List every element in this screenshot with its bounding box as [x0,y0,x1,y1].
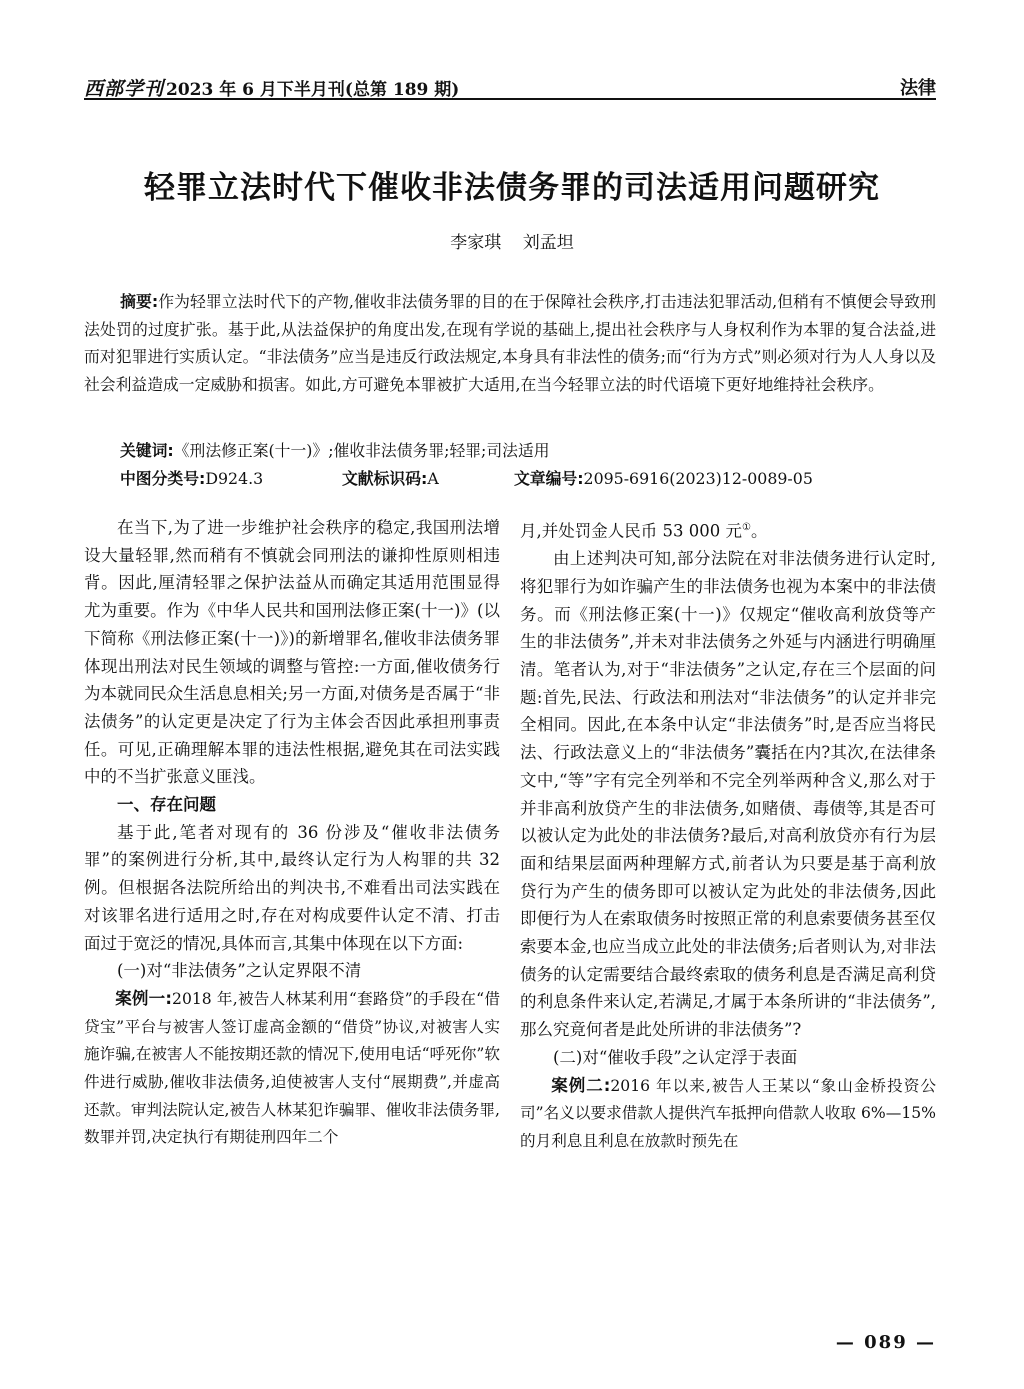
journal-issue: 2023 年 6 月下半月刊(总第 189 期) [166,80,460,100]
case-one-label: 案例一: [115,988,173,1008]
case-two-text: 2016 年以来,被告人王某以“象山金桥投资公司”名义以要求借款人提供汽车抵押向借款人收取 6%—15%的月利息且利息在放款时预先在 [520,1076,936,1150]
case-two [520,1072,936,1156]
section-name: 法律 [900,78,936,99]
body-paragraph: 在当下,为了进一步维护社会秩序的稳定,我国刑法增设大量轻罪,然而稍有不慎就会同刑法的谦抑性原则相违背。因此,厘清轻罪之保护法益从而确定其适用范围显得尤为重要。作为《中华人民共和国刑法修正案(十一)》(以下简称《刑法修正案(十一)》)的新增罪名,催收非法债务罪体现出刑法对民生领域的调整与管控:一方面,催收债务行为本就同民众生活息息相关;另一方面,对债务是否属于“非法债务”的认定更是决定了行为主体会否因此承担刑事责任。可见,正确理解本罪的违法性根据,避免其在司法实践中的不当扩张意义匪浅。 [84,518,500,787]
article-number: 文章编号:2095-6916(2023)12-0089-05 [514,469,813,488]
clc-code: 中图分类号:D924.3 [120,469,264,488]
subsection-heading: (二)对“催收手段”之认定浮于表面 [553,1047,798,1067]
keywords-text: 《刑法修正案(十一)》;催收非法债务罪;轻罪;司法适用 [173,441,550,460]
running-header [84,72,936,100]
case-one-continued: 月,并处罚金人民币 53 000 元①。 [520,521,768,541]
body-paragraph: 由上述判决可知,部分法院在对非法债务进行认定时,将犯罪行为如诈骗产生的非法债务也视为本案中的非法债务。而《刑法修正案(十一)》仅规定“催收高利放贷等产生的非法债务”,并未对非法债务之外延与内涵进行明确厘清。笔者认为,对于“非法债务”之认定,存在三个层面的问题:首先,民法、行政法和刑法对“非法债务”的认定并非完全相同。因此,在本条中认定“非法债务”时,是否应当将民法、行政法意义上的“非法债务”囊括在内?其次,在法律条文中,“等”字有完全列举和不完全列举两种含义,那么对于并非高利放贷产生的非法债务,如赌债、毒债等,其是否可以被认定为此处的非法债务?最后,对高利放贷亦有行为层面和结果层面两种理解方式,前者认为只要是基于高利放贷行为产生的债务即可以被认定为此处的非法债务,因此即便行为人在索取债务时按照正常的利息索要债务甚至仅索要本金,也应当成立此处的非法债务;后者则认为,对非法债务的认定需要结合最终索取的债务利息是否满足高利贷的利息条件来认定,若满足,才属于本条所讲的“非法债务”,那么究竟何者是此处所讲的非法债务”? [520,549,936,1040]
abstract-label: 摘要: [120,292,159,311]
left-column [84,514,500,1152]
body-paragraph: 基于此,笔者对现有的 36 份涉及“催收非法债务罪”的案例进行分析,其中,最终认定行为人构罪的共 32 例。但根据各法院所给出的判决书,不难看出司法实践在对该罪名进行适用之时,存在对构成要件认定不清、打击面过于宽泛的情况,具体而言,其集中体现在以下方面: [84,822,500,953]
page-number: — 089 — [835,1332,936,1353]
section-heading: 一、存在问题 [117,795,216,815]
document-code: 文献标识码:A [342,469,439,488]
article-authors: 李家琪 刘孟坦 [450,233,574,253]
subsection-heading: (一)对“非法债务”之认定界限不清 [117,961,362,981]
article-title: 轻罪立法时代下催收非法债务罪的司法适用问题研究 [144,170,880,206]
case-one [84,985,500,1152]
header-rule [84,98,936,100]
abstract-text: 作为轻罪立法时代下的产物,催收非法债务罪的目的在于保障社会秩序,打击违法犯罪活动,但稍有不慎便会导致刑法处罚的过度扩张。基于此,从法益保护的角度出发,在现有学说的基础上,提出社会秩序与人身权利作为本罪的复合法益,进而对犯罪进行实质认定。“非法债务”应当是违反行政法规定,本身具有非法性的债务;而“行为方式”则必须对行为人人身以及社会利益造成一定威胁和损害。如此,方可避免本罪被扩大适用,在当今轻罪立法的时代语境下更好地维持社会秩序。 [84,292,936,394]
journal-logo: 西部学刊 [84,78,165,100]
keywords [120,438,550,461]
case-one-text: 2018 年,被告人林某利用“套路贷”的手段在“借贷宝”平台与被害人签订虚高金额的“借贷”协议,对被害人实施诈骗,在被害人不能按期还款的情况下,使用电话“呼死你”软件进行威胁,催收非法债务,迫使被害人支付“展期费”,并虚高还款。审判法院认定,被告人林某犯诈骗罪、催收非法债务罪,数罪并罚,决定执行有期徒刑四年二个 [84,989,500,1147]
right-column [520,514,936,1156]
keywords-label: 关键词: [120,441,174,460]
footnote-marker[interactable]: ① [741,522,751,533]
abstract [84,288,936,398]
case-two-label: 案例二: [551,1075,611,1095]
